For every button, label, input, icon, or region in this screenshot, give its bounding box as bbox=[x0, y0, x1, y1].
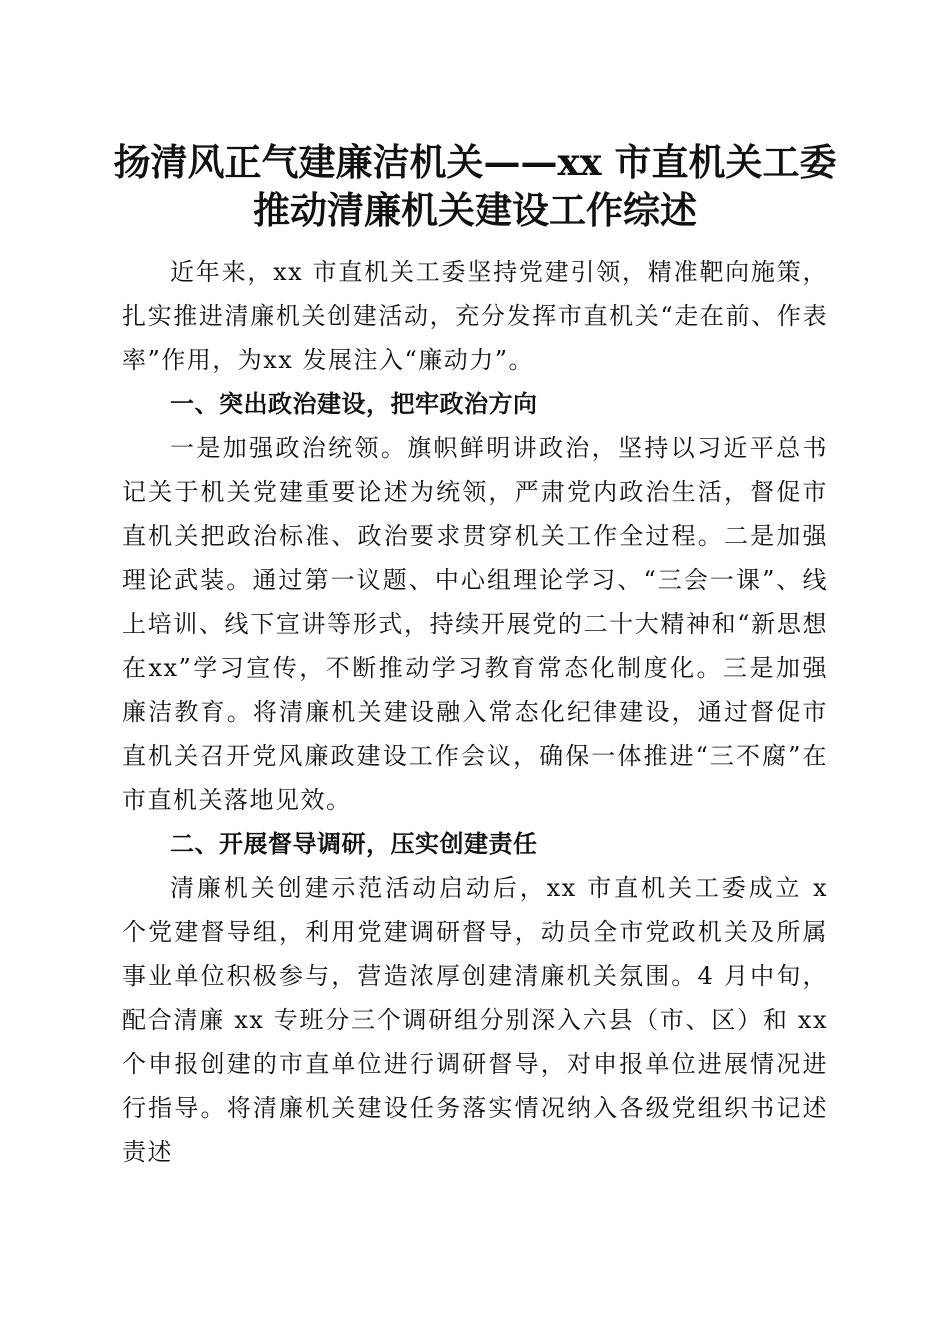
document-title-line-1: 扬清风正气建廉洁机关——xx 市直机关工委 bbox=[113, 140, 837, 184]
document-body bbox=[122, 250, 828, 1174]
section-1-body: 旗帜鲜明讲政治，坚持以习近平总书记关于机关党建重要论述为统领，严肃党内政治生活，督促市直机关把政治标准、政治要求贯穿机关工作全过程。二是加强理论武装。通过第一议题、中心组理论学习、“三会一课”、线上培训、线下宣讲等形式，持续开展党的二十大精神和“新思想在xx”学习宣传，不断推动学习教育常态化制度化。三是加强廉洁教育。将清廉机关建设融入常态化纪律建设，通过督促市直机关召开党风廉政建设工作会议，确保一体推进“三不腐”在市直机关落地见效。 bbox=[122, 434, 828, 814]
section-1-lead: 一是加强政治统领。 bbox=[170, 434, 408, 462]
section-1-heading: 一、突出政治建设，把牢政治方向 bbox=[170, 390, 538, 418]
section-1-paragraph bbox=[122, 426, 828, 822]
section-2-paragraph: 清廉机关创建示范活动启动后，xx 市直机关工委成立 x 个党建督导组，利用党建调研督导，动员全市党政机关及所属事业单位积极参与，营造浓厚创建清廉机关氛围。4 月中旬，配合清廉 xx 专班分三个调研组分别深入六县（市、区）和 xx 个申报创建的市直单位进行调研督导，对申报单位进展情况进行指导。将清廉机关建设任务落实情况纳入各级党组织书记述责述 bbox=[122, 874, 828, 1166]
intro-paragraph: 近年来，xx 市直机关工委坚持党建引领，精准靶向施策，扎实推进清廉机关创建活动，充分发挥市直机关“走在前、作表率”作用，为xx 发展注入“廉动力”。 bbox=[122, 258, 828, 374]
section-2-heading: 二、开展督导调研，压实创建责任 bbox=[170, 830, 538, 858]
document-title-line-2: 推动清廉机关建设工作综述 bbox=[253, 188, 697, 232]
